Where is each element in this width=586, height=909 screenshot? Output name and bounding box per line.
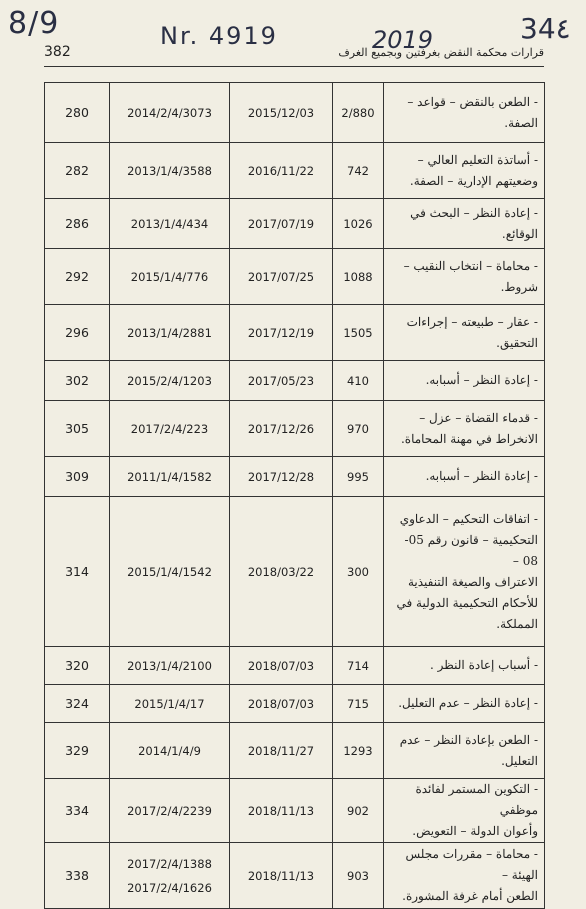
file-number-cell [110, 843, 230, 909]
subject-line: - إعادة النظر – البحث في [410, 205, 538, 220]
decision-date-cell: 2018/11/27 [230, 723, 333, 779]
decision-date-cell: 2016/11/22 [230, 143, 333, 199]
decision-date-cell: 2018/11/13 [230, 779, 333, 843]
subject-cell [384, 361, 545, 401]
subject-line: للأحكام التحكيمية الدولية في [396, 595, 538, 610]
subject-line: المملكة. [496, 616, 538, 631]
subject-cell [384, 457, 545, 497]
table-row [45, 199, 545, 249]
subject-line: الصفة. [504, 115, 538, 130]
decision-number-cell: 1293 [333, 723, 384, 779]
subject-cell [384, 143, 545, 199]
decision-date-cell: 2017/05/23 [230, 361, 333, 401]
decision-number-cell: 1505 [333, 305, 384, 361]
table-row [45, 361, 545, 401]
page-number-cell: 338 [45, 843, 110, 909]
file-number-cell [110, 361, 230, 401]
file-number-cell [110, 779, 230, 843]
subject-line: - التكوين المستمر لفائدة موظفي [415, 782, 538, 817]
decision-number-cell: 1026 [333, 199, 384, 249]
page-number-cell: 334 [45, 779, 110, 843]
subject-line: - محاماة – انتخاب النقيب – [403, 258, 538, 273]
subject-line: التحقيق. [496, 335, 538, 350]
decision-number-cell: 995 [333, 457, 384, 497]
table-row [45, 685, 545, 723]
file-number-line: 2013/1/4/2881 [127, 325, 212, 340]
subject-line: الانخراط في مهنة المحاماة. [400, 431, 538, 446]
page-number-cell: 309 [45, 457, 110, 497]
subject-line: - أسباب إعادة النظر . [430, 658, 538, 672]
page-number-cell: 305 [45, 401, 110, 457]
subject-cell [384, 647, 545, 685]
table-row [45, 305, 545, 361]
subject-cell [384, 497, 545, 647]
subject-line: شروط. [500, 279, 538, 294]
decision-number-cell: 742 [333, 143, 384, 199]
file-number-cell [110, 647, 230, 685]
subject-line: - إعادة النظر – أسبابه. [425, 373, 538, 387]
decision-number-cell: 715 [333, 685, 384, 723]
subject-line: الطعن أمام غرفة المشورة. [402, 889, 538, 903]
decision-date-cell: 2018/03/22 [230, 497, 333, 647]
subject-line: - الطعن بإعادة النظر – عدم [399, 732, 538, 747]
handwritten-reference: Nr. 4919 [160, 22, 278, 50]
subject-line: - اتفاقات التحكيم – الدعاوي [399, 511, 538, 526]
subject-line: وضعيتهم الإدارية – الصفة. [409, 173, 538, 188]
subject-line: - أساتذة التعليم العالي – [417, 152, 538, 167]
subject-cell [384, 401, 545, 457]
page-number: 382 [44, 44, 71, 60]
subject-cell [384, 843, 545, 909]
page-number-cell: 329 [45, 723, 110, 779]
file-number-cell [110, 401, 230, 457]
file-number-line: 2017/2/4/1388 [127, 856, 212, 871]
page-header [44, 44, 544, 67]
decision-number-cell: 714 [333, 647, 384, 685]
decision-date-cell: 2017/12/26 [230, 401, 333, 457]
table-row [45, 457, 545, 497]
file-number-line: 2017/2/4/223 [130, 421, 209, 436]
subject-line: التعليل. [501, 753, 538, 768]
subject-cell [384, 779, 545, 843]
table-row [45, 779, 545, 843]
page-number-cell: 296 [45, 305, 110, 361]
file-number-cell [110, 83, 230, 143]
decision-date-cell: 2017/07/25 [230, 249, 333, 305]
file-number-cell [110, 199, 230, 249]
page-number-cell: 292 [45, 249, 110, 305]
subject-line: - قدماء القضاة – عزل – [419, 410, 538, 425]
file-number-cell [110, 457, 230, 497]
file-number-cell [110, 249, 230, 305]
subject-line: - إعادة النظر – أسبابه. [425, 469, 538, 483]
file-number-line: 2017/2/4/1626 [127, 880, 212, 895]
running-title: قرارات محكمة النقض بغرفتين وبجميع الغرف [338, 46, 544, 59]
file-number-line: 2017/2/4/2239 [127, 803, 212, 818]
table-row [45, 843, 545, 909]
subject-cell [384, 723, 545, 779]
file-number-line: 2014/2/4/3073 [127, 105, 212, 120]
subject-line: الاعتراف والصيغة التنفيذية [407, 574, 538, 589]
subject-line: - محاماة – مقررات مجلس الهيئة – [405, 847, 538, 882]
decision-number-cell: 1088 [333, 249, 384, 305]
subject-line: - الطعن بالنقض – قواعد – [407, 94, 538, 109]
subject-line: وأعوان الدولة – التعويض. [412, 824, 538, 838]
table-row [45, 143, 545, 199]
subject-cell [384, 305, 545, 361]
subject-line: - إعادة النظر – عدم التعليل. [398, 696, 538, 710]
decision-date-cell: 2018/07/03 [230, 647, 333, 685]
subject-line: التحكيمية – قانون رقم 05-08 – [404, 532, 538, 568]
decision-number-cell: 970 [333, 401, 384, 457]
file-number-line: 2013/1/4/2100 [127, 658, 212, 673]
subject-cell [384, 83, 545, 143]
table-row [45, 497, 545, 647]
decision-date-cell: 2017/12/19 [230, 305, 333, 361]
file-number-line: 2015/1/4/1542 [127, 564, 212, 579]
decision-date-cell: 2017/12/28 [230, 457, 333, 497]
file-number-line: 2015/1/4/17 [134, 696, 205, 711]
decision-date-cell: 2018/07/03 [230, 685, 333, 723]
file-number-cell [110, 685, 230, 723]
index-table [44, 82, 545, 909]
subject-cell [384, 249, 545, 305]
decision-date-cell: 2018/11/13 [230, 843, 333, 909]
table-row [45, 647, 545, 685]
page-number-cell: 280 [45, 83, 110, 143]
decision-number-cell: 903 [333, 843, 384, 909]
page-number-cell: 286 [45, 199, 110, 249]
file-number-line: 2015/1/4/776 [130, 269, 209, 284]
decision-number-cell: 410 [333, 361, 384, 401]
handwritten-folio: 34٤ [520, 12, 571, 45]
decision-number-cell: 902 [333, 779, 384, 843]
subject-cell [384, 199, 545, 249]
file-number-cell [110, 143, 230, 199]
file-number-line: 2011/1/4/1582 [127, 469, 212, 484]
file-number-cell [110, 723, 230, 779]
page-number-cell: 324 [45, 685, 110, 723]
decision-number-cell: 300 [333, 497, 384, 647]
page-number-cell: 302 [45, 361, 110, 401]
handwritten-year: 2019 [372, 26, 434, 54]
subject-cell [384, 685, 545, 723]
file-number-line: 2014/1/4/9 [138, 743, 201, 758]
decision-date-cell: 2017/07/19 [230, 199, 333, 249]
page-number-cell: 320 [45, 647, 110, 685]
subject-line: الوقائع. [501, 226, 538, 241]
table-row [45, 83, 545, 143]
file-number-line: 2013/1/4/434 [130, 216, 209, 231]
decision-number-cell: 2/880 [333, 83, 384, 143]
table-row [45, 401, 545, 457]
page-number-cell: 314 [45, 497, 110, 647]
file-number-cell [110, 305, 230, 361]
decision-date-cell: 2015/12/03 [230, 83, 333, 143]
file-number-cell [110, 497, 230, 647]
file-number-line: 2015/2/4/1203 [127, 373, 212, 388]
page-number-cell: 282 [45, 143, 110, 199]
file-number-line: 2013/1/4/3588 [127, 163, 212, 178]
handwritten-page-mark: 8/9 [8, 6, 60, 41]
subject-line: - عقار – طبيعته – إجراءات [406, 314, 538, 329]
table-row [45, 723, 545, 779]
table-row [45, 249, 545, 305]
